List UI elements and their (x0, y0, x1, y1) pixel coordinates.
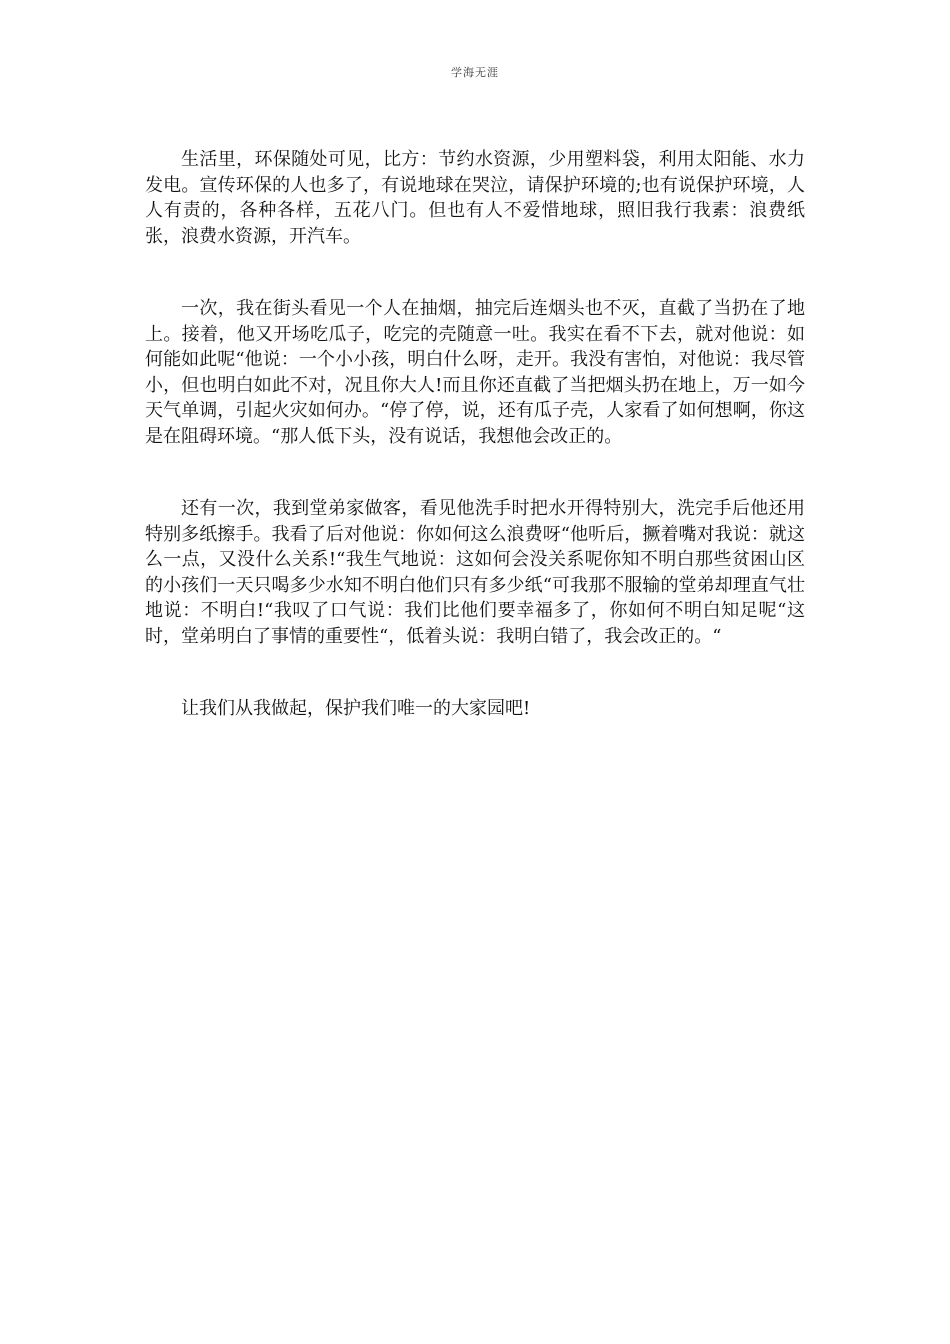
page-header: 学海无涯 (451, 66, 499, 79)
paragraph-2: 一次，我在街头看见一个人在抽烟，抽完后连烟头也不灭，直截了当扔在了地上。接着，他又开场吃瓜子，吃完的壳随意一吐。我实在看不下去，就对他说：如何能如此呢“他说：一个小小孩，明白什么呀，走开。我没有害怕，对他说：我尽管小，但也明白如此不对，况且你大人!而且你还直截了当把烟头扔在地上，万一如今天气单调，引起火灾如何办。“停了停，说，还有瓜子壳，人家看了如何想啊，你这是在阻碍环境。“那人低下头，没有说话，我想他会改正的。 (145, 298, 805, 447)
paragraph-4: 让我们从我做起，保护我们唯一的大家园吧! (181, 698, 531, 719)
paragraph-1: 生活里，环保随处可见，比方：节约水资源，少用塑料袋，利用太阳能、水力发电。宣传环保的人也多了，有说地球在哭泣，请保护环境的;也有说保护环境，人人有责的，各种各样，五花八门。但也有人不爱惜地球，照旧我行我素：浪费纸张，浪费水资源，开汽车。 (145, 149, 805, 247)
paragraph-3: 还有一次，我到堂弟家做客，看见他洗手时把水开得特别大，洗完手后他还用特别多纸擦手。我看了后对他说：你如何这么浪费呀“他听后，撅着嘴对我说：就这么一点，又没什么关系!“我生气地说：这如何会没关系呢你知不明白那些贫困山区的小孩们一天只喝多少水知不明白他们只有多少纸“可我那不服输的堂弟却理直气壮地说：不明白!“我叹了口气说：我们比他们要幸福多了，你如何不明白知足呢“这时，堂弟明白了事情的重要性“，低着头说：我明白错了，我会改正的。“ (145, 498, 805, 647)
article-body (145, 147, 805, 769)
